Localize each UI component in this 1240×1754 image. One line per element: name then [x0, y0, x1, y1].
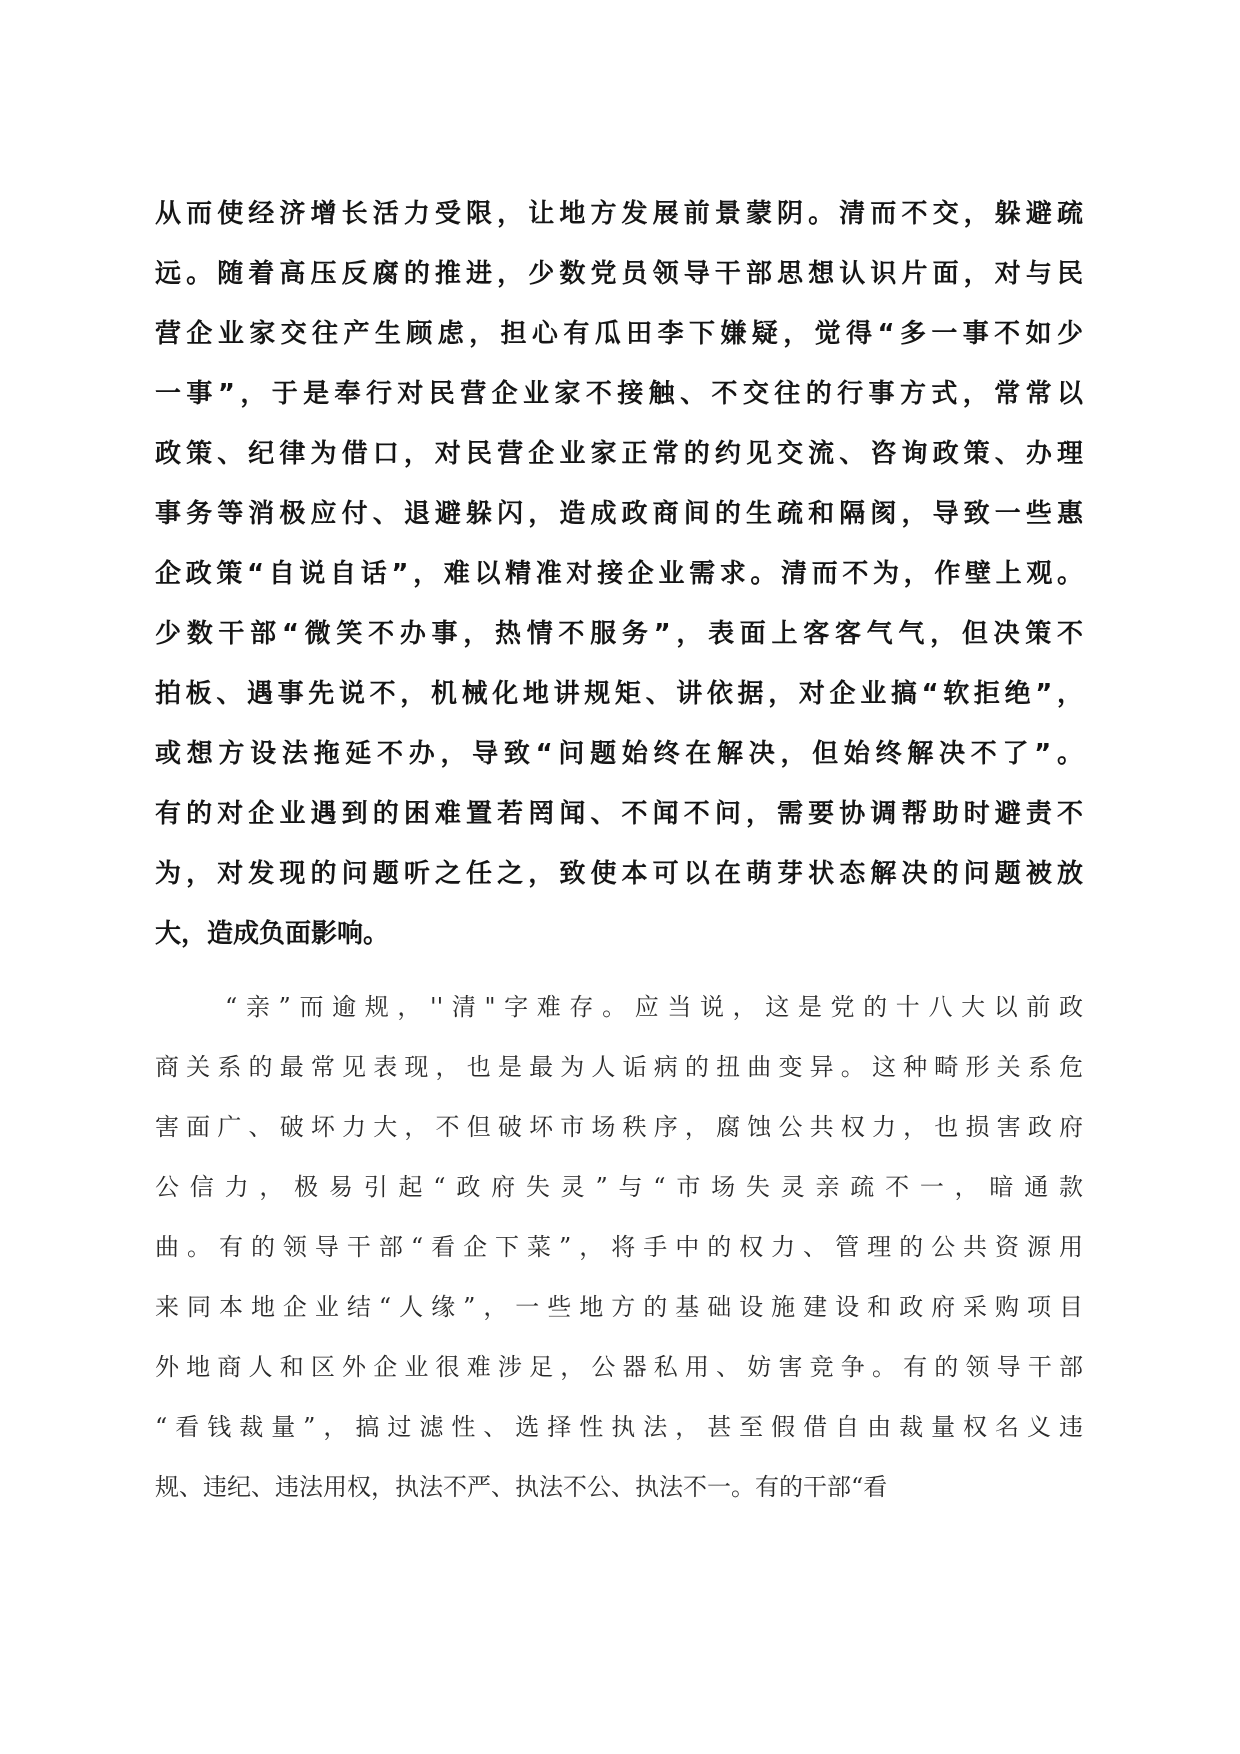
paragraph-1-line: 有的对企业遇到的困难置若罔闻、不闻不问，需要协调帮助时避责不: [155, 799, 1083, 829]
paragraph-2-line: 商关系的最常见表现，也是最为人诟病的扭曲变异。这种畸形关系危: [155, 1053, 1083, 1081]
document-body: [155, 184, 1083, 1517]
paragraph-1-line: 为，对发现的问题听之任之，致使本可以在萌芽状态解决的问题被放: [155, 859, 1083, 889]
paragraph-2-line: 外地商人和区外企业很难涉足，公器私用、妨害竞争。有的领导干部: [155, 1353, 1083, 1381]
paragraph-1-line: 从而使经济增长活力受限，让地方发展前景蒙阴。清而不交，躲避疏: [155, 199, 1083, 229]
paragraph-2: [155, 977, 1083, 1517]
paragraph-2-line: “亲”而逾规，''清"字难存。应当说，这是党的十八大以前政: [225, 993, 1083, 1021]
paragraph-2-line: 规、违纪、违法用权，执法不严、执法不公、执法不一。有的干部“看: [155, 1473, 888, 1501]
paragraph-2-line: 害面广、破坏力大，不但破坏市场秩序，腐蚀公共权力，也损害政府: [155, 1113, 1083, 1141]
paragraph-1-line: 远。随着高压反腐的推进，少数党员领导干部思想认识片面，对与民: [155, 259, 1083, 289]
paragraph-1-line: 政策、纪律为借口，对民营企业家正常的约见交流、咨询政策、办理: [155, 439, 1083, 469]
paragraph-2-line: 曲。有的领导干部“看企下菜”，将手中的权力、管理的公共资源用: [155, 1233, 1083, 1261]
paragraph-1: [155, 184, 1083, 964]
paragraph-1-line: 一事”，于是奉行对民营企业家不接触、不交往的行事方式，常常以: [155, 379, 1083, 409]
paragraph-1-line: 拍板、遇事先说不，机械化地讲规矩、讲依据，对企业搞“软拒绝”，: [155, 679, 1083, 709]
paragraph-2-line: 公信力，极易引起“政府失灵”与“市场失灵亲疏不一，暗通款: [155, 1173, 1083, 1201]
paragraph-1-line: 少数干部“微笑不办事，热情不服务”，表面上客客气气，但决策不: [155, 619, 1083, 649]
paragraph-2-line: 来同本地企业结“人缘”，一些地方的基础设施建设和政府采购项目: [155, 1293, 1083, 1321]
paragraph-2-line: “看钱裁量”，搞过滤性、选择性执法，甚至假借自由裁量权名义违: [155, 1413, 1083, 1441]
paragraph-1-line: 营企业家交往产生顾虑，担心有瓜田李下嫌疑，觉得“多一事不如少: [155, 319, 1083, 349]
paragraph-1-line: 大，造成负面影响。: [155, 919, 390, 949]
paragraph-1-line: 事务等消极应付、退避躲闪，造成政商间的生疏和隔阂，导致一些惠: [155, 499, 1083, 529]
paragraph-1-line: 或想方设法拖延不办，导致“问题始终在解决，但始终解决不了”。: [155, 739, 1083, 769]
paragraph-1-line: 企政策“自说自话”，难以精准对接企业需求。清而不为，作壁上观。: [155, 559, 1083, 589]
